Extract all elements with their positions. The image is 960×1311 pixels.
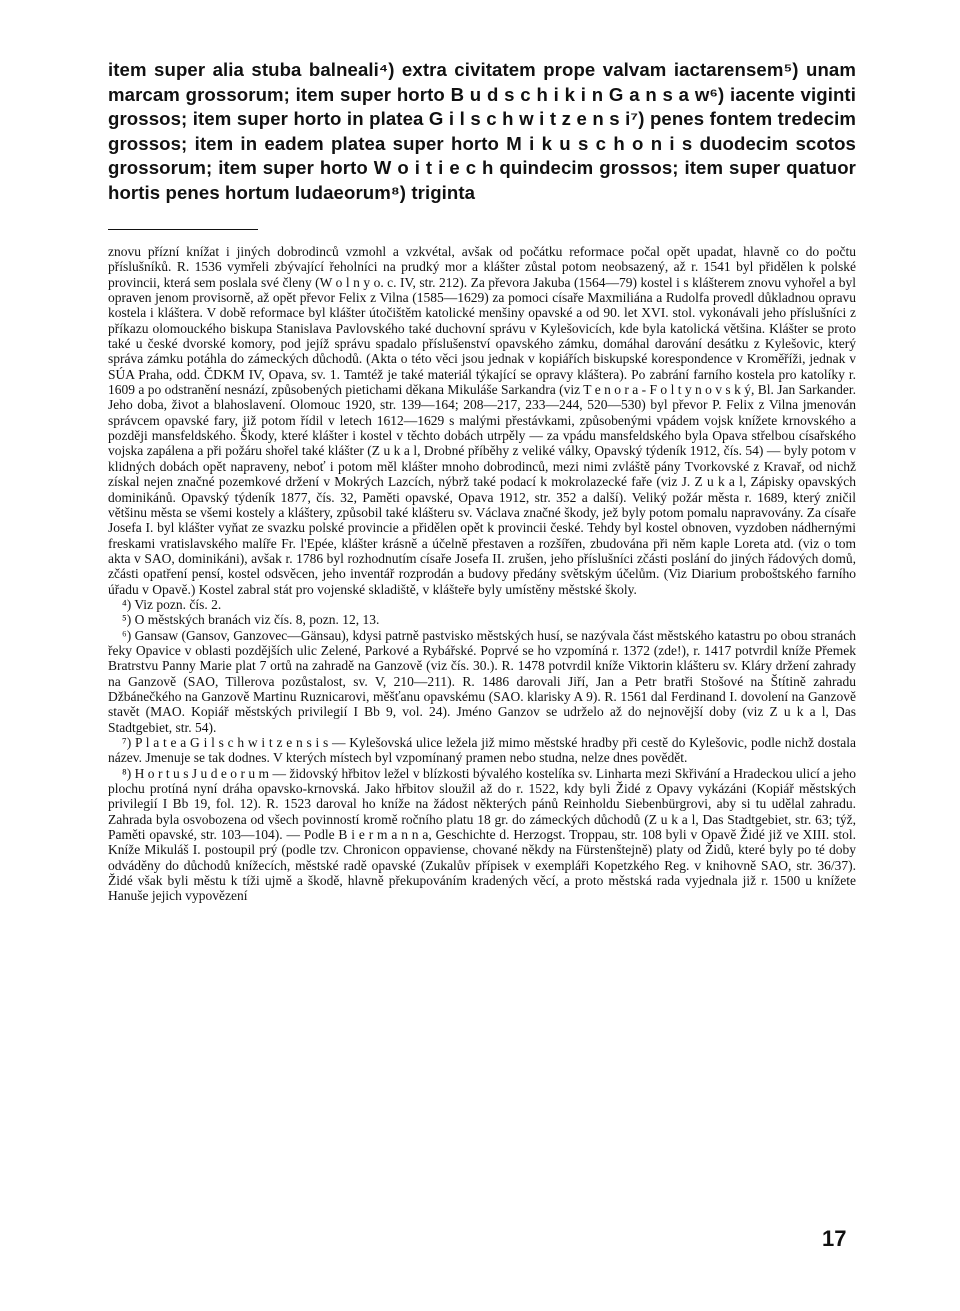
footnote-8: ⁸) H o r t u s J u d e o r u m — židovský hřbitov ležel v blízkosti bývalého kostelíka sv. Linharta mezi Skřivání a Hradeckou ulicí a jeho plochu protíná nyní dráha opavsko-krnovská. Jako hřbitov sloužil až do r. 1522, kdy byli Židé z Opavy vykázáni (Kopiář městských privilegií I Bb 19, fol. 12). R. 1523 daroval ho kníže na žádost některých pánů Reinholdu Siebenbürgrovi, aby si tu udělal zahradu. Zahrada byla osvobozena od všech povinností kromě ročního platu 18 gr. do zámeckých důchodů (Z u k a l, Das Stadtgebiet, str. 63; týž, Paměti opavské, str. 103—104). — Podle B i e r m a n n a, Geschichte d. Herzogst. Troppau, str. 108 byli v Opavě Židé již ve XIII. stol. Kníže Mikuláš I. postoupil prý (podle tzv. Chronicon oppaviense, chované někdy na Fürstenštejně) platy od Židů, které byly po té doby odváděny do důchodů knížecích, městské radě opavské (Zukalův přípisek v exempláři Kopetzkého Reg. v knihovně SAO, str. 36/37). Židé však byli městu k tíži ujmě a škodě, hlavně překupováním kradených věcí, a proto městská rada vyjednala již r. 1500 u knížete Hanuše jejich vypovězení [108,765,856,904]
page-number: 17 [822,1226,847,1251]
footnotes [108,244,856,904]
footnote-separator [108,229,258,230]
footnote-5: ⁵) O městských branách viz čís. 8, pozn. 12, 13. [122,612,380,628]
footnote-6: ⁶) Gansaw (Gansov, Ganzovec—Gänsau), kdysi patrně pastvisko městských husí, se nazývala část městského katastru po obou stranách řeky Opavice v oblasti pozdějších ulic Zelené, Parkové a Rybářské. Poprvé se ho vzpomíná r. 1372 (zde!), r. 1417 potvrdil kníže Přemek Bratrstvu Panny Marie plat 7 ortů na zahradě na Ganzově (viz čís. 30.). R. 1478 potvrdil kníže Viktorin klášteru sv. Kláry držení zahrady na Ganzově (SAO, Tillerova pozůstalost, sv. V, 210—211). R. 1486 darovali Jiří, Jan a Petr bratři Stošové na Štítině zahradu Džbánečkého na Ganzově Martinu Ruznicarovi, měšťanu opavskému (SAO. klarisky A 9). R. 1561 dal Ferdinand I. dovolení na Ganzově stavět (MAO. Kopiář městských privilegií I Bb 9, vol. 24). Jméno Ganzov se udrželo až do nejnovější doby (viz Z u k a l, Das Stadtgebiet, str. 54). [108,627,856,735]
main-paragraph: item super alia stuba balneali⁴) extra civitatem prope valvam iactarensem⁵) unam marcam grossorum; item super horto B u d s c h i k i n G a n s a w⁶) iacente viginti grossos; item super horto in platea G i l s c h w i t z e n s i⁷) penes fontem tredecim grossos; item in eadem platea super horto M i k u s c h o n i s duodecim scotos grossorum; item super horto W o i t i e c h quindecim grossos; item super quatuor hortis penes hortum Iudaeorum⁸) triginta [108,59,856,203]
footnote-continuation: znovu přízní knížat i jiných dobrodinců vzmohl a vzkvétal, avšak od počátku reformace počal opět upadat, hlavně co do počtu příslušníků. R. 1536 vymřeli zbývající řeholníci na prudký mor a klášter zůstal potom neobsazený, až r. 1541 byl přidělen k polské provincii, která sem poslala své členy (W o l n y o. c. IV, str. 212). Za převora Jakuba (1564—79) kostel i s klášterem znovu vyhořel a byl opraven jenom provisorně, až opět převor Felix z Vilna (1585—1629) za pomoci císaře Maxmiliána a Rudolfa provedl důkladnou opravu kostela i kláštera. V době reformace byl klášter útočištěm katolické menšiny opavské a od 90. let XVI. stol. vykonávali jeho příslušníci z příkazu olomouckého biskupa Stanislava Pavlovského také duchovní správu v Kylešovicích, kde byla katolická většina. Klášter se proto také u české dvorské komory, pod jejíž správu spadalo příslušenství opavského zámku, domáhal darování desátku z Kylešovic, který správa zámku potáhla do zámeckých důchodů. (Akta o této věci jsou jednak v kopiářích biskupské korespondence v Kroměříži, jednak v SÚA Praha, odd. ČDKM IV, Opava, sv. 1. Tamtéž je také materiál týkající se opravy kláštera). Po zabrání farního kostela pro katolíky r. 1609 a po odstranění nesnází, způsobených pietichami děkana Mikuláše Sarkandra (viz T e n o r a - F o l t y n o v s k ý, Bl. Jan Sarkander. Jeho doba, život a blahoslavení. Olomouc 1920, str. 139—164; 208—217, 233—244, 520—530) byl převor P. Felix z Vilna jmenován správcem opavské fary, již potom řídil v letech 1612—1629 s malými přestávkami, způsobenými vpádem vojsk knížete krnovského a později mansfeldského. Škody, které klášter i kostel v těchto dobách utrpěly — za vpádu mansfeldského byla Opava střelbou císařského vojska zapálena a při požáru shořel také klášter (Z u k a l, Drobné příběhy z veliké války, Opavský týdeník 1912, čís. 54) — byly potom v klidných dobách opět napraveny, neboť i potom měl klášter mnoho dobrodinců, mezi nimi zvláště pány Tvorkovské z Kravař, od nichž získal nejen značné pozemkové držení v Mokrých Lazcích, nýbrž také podací k mokrolazecké faře (viz J. Z u k a l, Zápisky opavských dominikánů. Opavský týdeník 1877, čís. 32, Paměti opavské, Opava 1912, str. 352 a další). Veliký požár města r. 1689, který zničil většinu města se všemi kostely a kláštery, způsobil také klášteru sv. Václava značné škody, jež byly potom pomalu napravovány. Za císaře Josefa I. byl klášter vyňat ze svazku polské provincie a přidělen opět k provincii české. Tehdy byl kostel obnoven, vyzdoben nádhernými freskami vratislavského malíře Fr. l'Epée, klášter krásně a účelně přestaven a rozšířen, zbudována při něm kaple Loreta atd. (viz o tom akta v SAO, dominikáni), avšak r. 1786 byl rozhodnutím císaře Josefa II. zrušen, jeho příslušníci zčásti poslání do jiných řádových domů, zčásti opatření pensí, kostel odsvěcen, jeho inventář rozprodán a budovy předány světským účelům. (Viz Diarium proboštského farního úřadu v Opavě.) Kostel zabral stát pro vojenské skladiště, v klášteře byly umístěny městské školy. [108,244,856,597]
footnote-7: ⁷) P l a t e a G i l s c h w i t z e n s i s — Kylešovská ulice ležela již mimo městské hradby při cestě do Kylešovic, podle nichž dostala název. Jmenuje se tak dodnes. V kterých místech byl vzpomínaný pramen nebo studna, nelze dnes povědět. [108,735,856,766]
page-content [108,58,856,904]
main-latin-text [108,58,856,205]
footnote-4: ⁴) Viz pozn. čís. 2. [122,596,222,612]
